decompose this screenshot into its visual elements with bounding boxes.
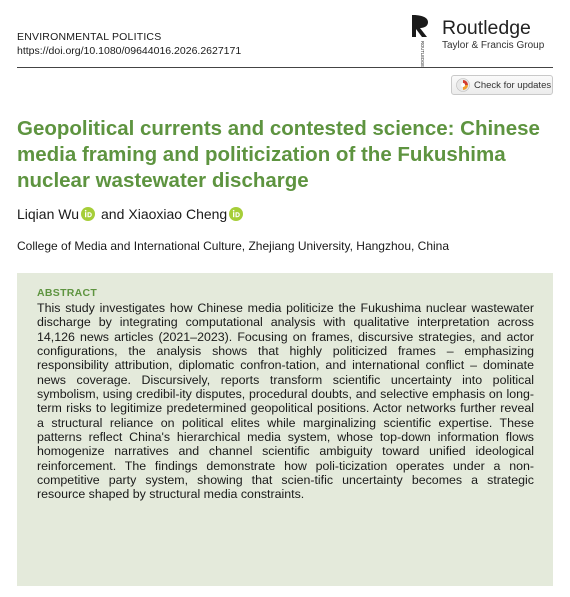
abstract-heading: ABSTRACT [37, 287, 98, 299]
orcid-icon[interactable] [229, 207, 243, 221]
author-affiliation: College of Media and International Culture, Zhejiang University, Hangzhou, China [17, 239, 450, 253]
publisher-logo [410, 13, 560, 68]
journal-name: ENVIRONMENTAL POLITICS [17, 31, 162, 43]
publisher-mark-text: ROUTLEDGE [420, 41, 425, 68]
check-for-updates-button[interactable] [451, 75, 553, 95]
publisher-name: Routledge [442, 17, 531, 39]
check-updates-label: Check for updates [474, 79, 552, 91]
publisher-subtitle: Taylor & Francis Group [442, 40, 545, 51]
author-name[interactable]: Liqian Wu [17, 206, 80, 222]
journal-header [17, 31, 241, 58]
abstract-text: This study investigates how Chinese media politicize the Fukushima nuclear wastewater discharge by integrating computational analysis with qualitative interpretation across 14,126 news articles (2021–2023). Focusing on frames, discursive strategies, and actor configurations, the analysis shows that highly politicized frames – emphasizing responsibility attribution, diplomatic confron-tation, and international conflict – dominate news coverage. Discursively, reports transform scientific uncertainty into political symbolism, using credibil-ity disputes, procedural doubts, and selective emphasis on long-term risks to legitimize predetermined geopolitical positions. Actor networks further reveal a structural reliance on political elites while marginalizing scientific expertise. These patterns reflect China's hierarchical media system, whose top-down information flows homogenize narratives and channel scientific ambiguity toward unified ideological reinforcement. The findings demonstrate how poli-ticization operates under a non-competitive party system, showing that scien-tific uncertainty becomes a strategic resource shaped by structural media constraints. [37, 301, 534, 502]
routledge-mark-icon [410, 13, 432, 68]
doi-link[interactable]: https://doi.org/10.1080/09644016.2026.2627171 [17, 45, 242, 57]
orcid-icon[interactable] [81, 207, 95, 221]
author-name[interactable]: Xiaoxiao Cheng [128, 206, 228, 222]
author-list [17, 205, 249, 223]
article-title: Geopolitical currents and contested science: Chinese media framing and politicization of the Fukushima nuclear wastewater discharge [17, 117, 540, 192]
header-divider [17, 67, 553, 68]
abstract-box [17, 273, 553, 586]
check-updates-icon [456, 78, 470, 92]
author-connector: and [101, 206, 125, 222]
